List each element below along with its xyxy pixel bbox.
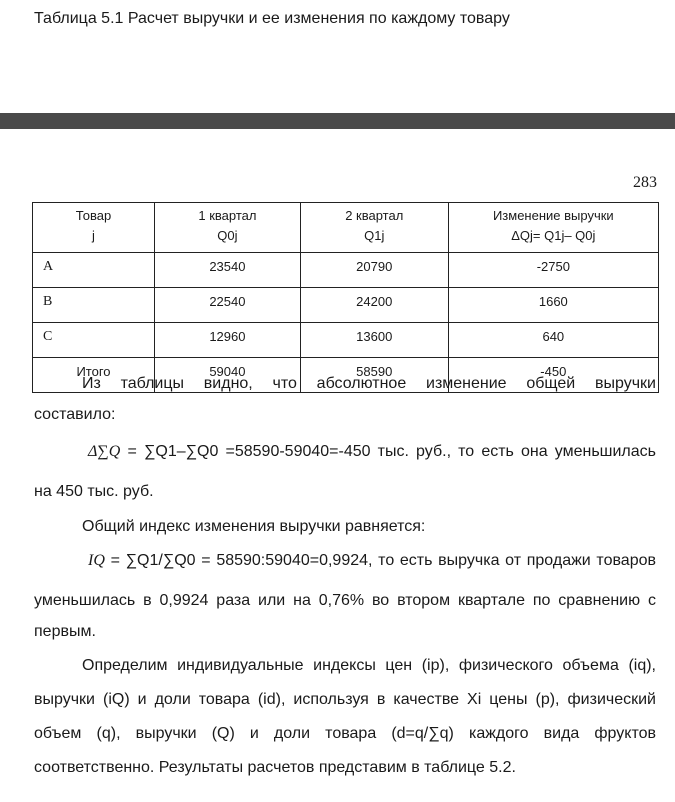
page-number: 283 bbox=[633, 174, 657, 191]
formula-1-symbol: Δ∑Q bbox=[88, 443, 121, 460]
product-cell: C bbox=[33, 323, 155, 358]
formula-2-line-2: уменьшилась в 0,9924 раза или на 0,76% во втором квартале по сравнению с bbox=[34, 592, 656, 609]
delta-total-cell: -450 bbox=[448, 358, 658, 393]
table-header-row bbox=[33, 203, 659, 253]
paragraph-3-line-2: выручки (iQ) и доли товара (id), используя в качестве Xi цены (p), физический bbox=[34, 691, 656, 708]
revenue-table bbox=[32, 202, 659, 393]
paragraph-3-line-3: объем (q), выручки (Q) и доли товара (d=q/∑q) каждого вида фруктов bbox=[34, 725, 656, 742]
q0-cell: 12960 bbox=[154, 323, 300, 358]
page-separator bbox=[0, 113, 675, 129]
formula-2-text: = ∑Q1/∑Q0 = 58590:59040=0,9924, то есть выручка от продажи товаров bbox=[110, 552, 656, 569]
product-cell: B bbox=[33, 288, 155, 323]
product-cell: A bbox=[33, 253, 155, 288]
formula-2-line-3: первым. bbox=[34, 623, 96, 640]
table-row bbox=[33, 323, 659, 358]
delta-cell: 640 bbox=[448, 323, 658, 358]
q0-cell: 23540 bbox=[154, 253, 300, 288]
paragraph-3-line-4: соответственно. Результаты расчетов представим в таблице 5.2. bbox=[34, 759, 516, 776]
formula-2 bbox=[34, 551, 656, 571]
q0-total-cell: 59040 bbox=[154, 358, 300, 393]
paragraph-1-line-1: Из таблицы видно, что абсолютное изменение общей выручки bbox=[82, 375, 656, 392]
formula-1-continuation: на 450 тыс. руб. bbox=[34, 483, 154, 500]
q1-cell: 20790 bbox=[300, 253, 448, 288]
paragraph-1-line-2: составило: bbox=[34, 406, 116, 423]
formula-1-text: = ∑Q1–∑Q0 =58590-59040=-450 тыс. руб., то есть она уменьшилась bbox=[127, 443, 657, 460]
table-caption: Таблица 5.1 Расчет выручки и ее изменения по каждому товару bbox=[34, 10, 510, 27]
table-row bbox=[33, 288, 659, 323]
formula-2-symbol: IQ bbox=[88, 552, 105, 569]
header-product: Товар j bbox=[33, 203, 155, 253]
delta-cell: 1660 bbox=[448, 288, 658, 323]
header-q1: 1 квартал Q0j bbox=[154, 203, 300, 253]
q1-total-cell: 58590 bbox=[300, 358, 448, 393]
formula-1 bbox=[34, 442, 656, 462]
table-row bbox=[33, 253, 659, 288]
paragraph-3-line-1: Определим индивидуальные индексы цен (ip), физического объема (iq), bbox=[82, 657, 656, 674]
delta-cell: -2750 bbox=[448, 253, 658, 288]
header-change: Изменение выручки ΔQj= Q1j– Q0j bbox=[448, 203, 658, 253]
q1-cell: 13600 bbox=[300, 323, 448, 358]
paragraph-2: Общий индекс изменения выручки равняется: bbox=[82, 518, 426, 535]
q0-cell: 22540 bbox=[154, 288, 300, 323]
total-label-cell: Итого bbox=[33, 358, 155, 393]
header-q2: 2 квартал Q1j bbox=[300, 203, 448, 253]
q1-cell: 24200 bbox=[300, 288, 448, 323]
